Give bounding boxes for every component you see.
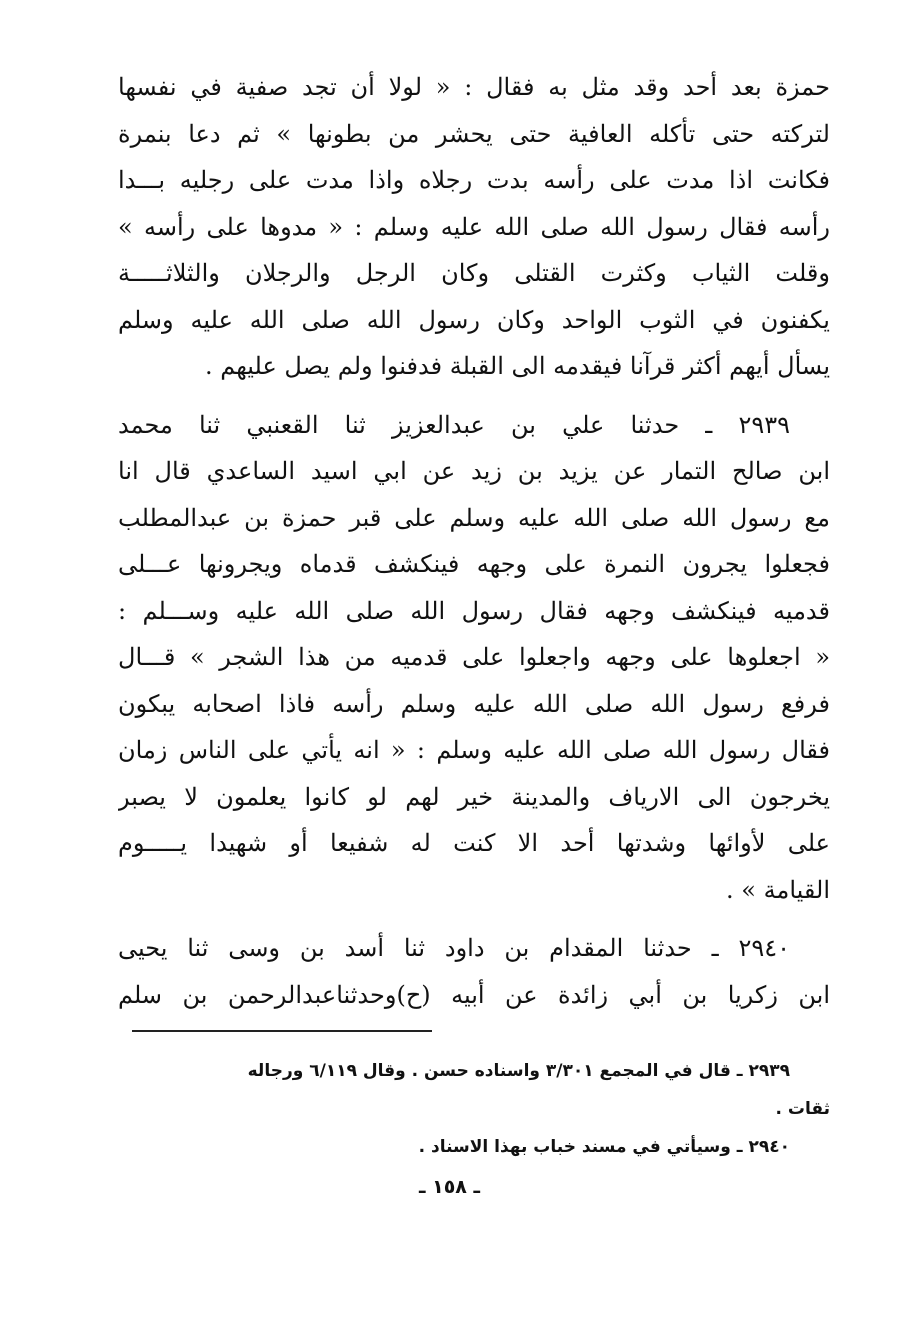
paragraph-1 [118, 64, 830, 390]
footnote-2939-line-1: ٢٩٣٩ ـ قال في المجمع ٣/٣٠١ واسناده حسن . وقال ٦/١١٩ ورجاله [247, 1061, 790, 1081]
text-line: رأسه فقال رسول الله صلى الله عليه وسلم : « مدوها على رأسه » [118, 212, 830, 241]
paragraph-gap [118, 390, 830, 402]
footnote-2939-line-2: ثقات . [775, 1099, 830, 1119]
paragraph-hadith-2939 [118, 402, 830, 914]
text-line: فقال رسول الله صلى الله عليه وسلم : « انه يأتي على الناس زمان [118, 736, 830, 764]
text-line: فجعلوا يجرون النمرة على وجهه فينكشف قدماه ويجرونها عـــلى [118, 550, 830, 578]
text-line: مع رسول الله صلى الله عليه وسلم على قبر حمزة بن عبدالمطلب [118, 503, 830, 532]
text-line: « اجعلوها على وجهه واجعلوا على قدميه من هذا الشجر » قـــال [118, 643, 830, 671]
text-line: يخرجون الى الارياف والمدينة خير لهم لو كانوا يعلمون لا يصبر [118, 782, 830, 811]
main-text [118, 64, 830, 1018]
paragraph-gap [118, 913, 830, 925]
text-line: على لأوائها وشدتها أحد الا كنت له شفيعا أو شهيدا يـــــوم [118, 829, 830, 857]
text-line: قدميه فينكشف وجهه فقال رسول الله صلى الله عليه وســـلم : [118, 596, 830, 625]
text-line: ابن صالح التمار عن يزيد بن زيد عن ابي اسيد الساعدي قال انا [118, 457, 830, 485]
text-line: وقلت الثياب وكثرت القتلى وكان الرجل والرجلان والثلاثـــــة [118, 259, 830, 287]
page-number: ـ ١٥٨ ـ [418, 1176, 480, 1198]
text-line: حمزة بعد أحد وقد مثل به فقال : « لولا أن تجد صفية في نفسها [118, 73, 830, 101]
text-line: فكانت اذا مدت على رأسه بدت رجلاه واذا مدت على رجليه بـــدا [118, 166, 830, 194]
text-line: يسأل أيهم أكثر قرآنا فيقدمه الى القبلة فدفنوا ولم يصل عليهم . [205, 352, 830, 380]
footnote-separator [132, 1030, 432, 1032]
footnote-2940: ٢٩٤٠ ـ وسيأتي في مسند خباب بهذا الاسناد . [418, 1137, 790, 1157]
text-line: ٢٩٤٠ ـ حدثنا المقدام بن داود ثنا أسد بن وسى ثنا يحيى [118, 934, 790, 962]
text-line: فرفع رسول الله صلى الله عليه وسلم رأسه فاذا اصحابه يبكون [118, 689, 830, 718]
text-line: القيامة » . [726, 875, 830, 904]
footnotes [118, 1052, 830, 1166]
text-line: ٢٩٣٩ ـ حدثنا علي بن عبدالعزيز ثنا القعنبي ثنا محمد [118, 410, 790, 439]
text-line: ابن زكريا بن أبي زائدة عن أبيه (ح)وحدثناعبدالرحمن بن سلم [118, 980, 830, 1009]
text-line: يكفنون في الثوب الواحد وكان رسول الله صلى الله عليه وسلم [118, 305, 830, 334]
paragraph-hadith-2940 [118, 925, 830, 1018]
text-line: لتركته حتى تأكله العافية حتى يحشر من بطونها » ثم دعا بنمرة [118, 119, 830, 148]
